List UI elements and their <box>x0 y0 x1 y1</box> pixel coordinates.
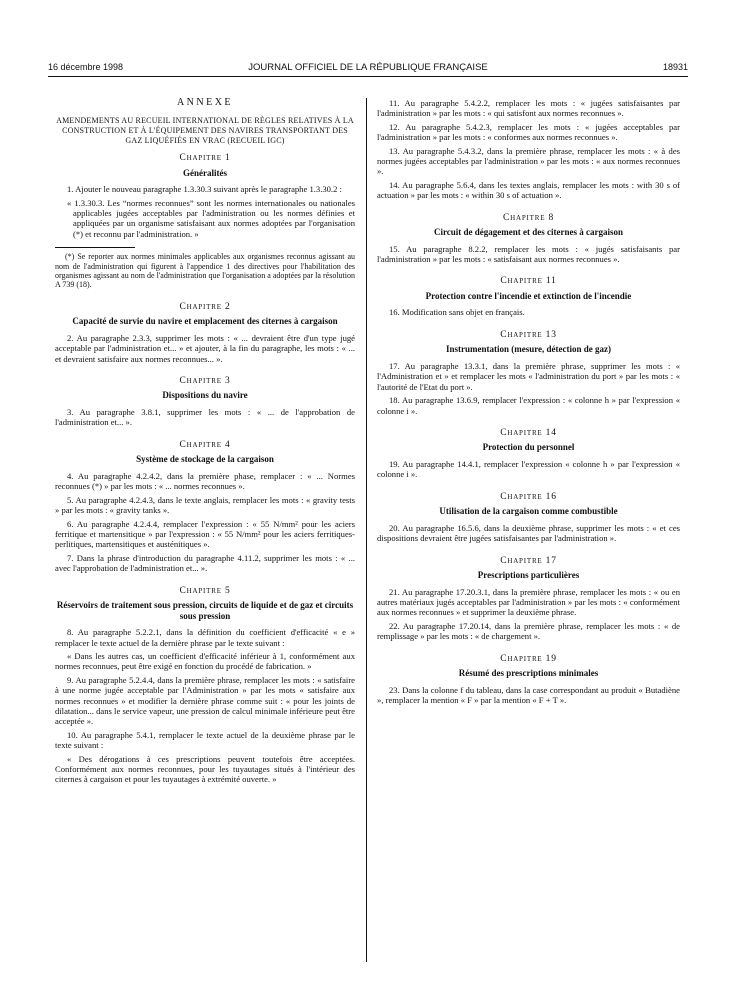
chapter-4-title: Système de stockage de la cargaison <box>136 454 274 465</box>
chapter-17-title: Prescriptions particulières <box>477 569 580 580</box>
column-divider <box>366 98 367 962</box>
paragraph-22: 22. Au paragraphe 17.20.14, dans la première phrase, remplacer les mots : « de remplissage » par les mots : « de chargement ». <box>377 620 680 642</box>
chapter-11-label: Chapitre 11 <box>500 276 557 287</box>
chapter-2-label: Chapitre 2 <box>179 301 231 312</box>
chapter-16-label: Chapitre 16 <box>500 491 557 502</box>
chapter-1-label: Chapitre 1 <box>179 153 231 164</box>
paragraph-5: 5. Au paragraphe 4.2.4.3, dans le texte anglais, remplacer les mots : « gravity tests » par les mots : « gravity tanks ». <box>55 494 355 516</box>
right-column <box>377 98 680 708</box>
paragraph-21: 21. Au paragraphe 17.20.3.1, dans la première phrase, remplacer les mots : « ou en autres matériaux jugés acceptables par l'administration » par les mots : « conformément aux normes reconnues » et supprimer la deuxième phrase. <box>377 586 680 618</box>
chapter-19-title: Résumé des prescriptions minimales <box>458 667 599 678</box>
chapter-1-title: Généralités <box>183 167 227 178</box>
chapter-8-title: Circuit de dégagement et des citernes à cargaison <box>433 227 624 238</box>
chapter-14-title: Protection du personnel <box>482 442 575 453</box>
paragraph-12: 12. Au paragraphe 5.4.2.3, remplacer les mots : « jugées acceptables par l'administration » par les mots : « conformes aux normes reconnues ». <box>377 121 680 143</box>
annexe-heading: ANNEXE <box>176 97 234 108</box>
paragraph-18: 18. Au paragraphe 13.6.9, remplacer l'expression : « colonne h » par l'expression « colonne i ». <box>377 395 680 416</box>
paragraph-15: 15. Au paragraphe 8.2.2, remplacer les mots : « jugés satisfaisants par l'administration » par les mots : « satisfaisant aux normes reconnues ». <box>377 243 680 265</box>
footnote: (*) Se reporter aux normes minimales applicables aux organismes reconnus agissant au nom de l'administration qui figurent à l'appendice 1 des directives pour l'habilitation des organismes agissant au nom de l'administration que l'organisation a adoptées par la résolution A 739 (18). <box>55 252 355 290</box>
chapter-11-title: Protection contre l'incendie et extinction de l'incendie <box>425 290 632 301</box>
paragraph-19: 19. Au paragraphe 14.4.1, remplacer l'expression « colonne h » par l'expression « colonne i ». <box>377 458 680 480</box>
chapter-16-title: Utilisation de la cargaison comme combustible <box>439 506 618 517</box>
paragraph-11: 11. Au paragraphe 5.4.2.2, remplacer les mots : « jugées satisfaisantes par l'administration » par les mots : « qui satisfont aux normes reconnues ». <box>377 98 680 119</box>
paragraph-8-quote: « Dans les autres cas, un coefficient d'efficacité inférieur à 1, conformément aux normes reconnues, peut être exigé en fonction du procédé de fabrication. » <box>55 650 355 672</box>
paragraph-14: 14. Au paragraphe 5.6.4, dans les textes anglais, remplacer les mots : with 30 s of actuation » par les mots : « within 30 s of actuation ». <box>377 179 680 201</box>
paragraph-10-quote: « Des dérogations à ces prescriptions peuvent toutefois être acceptées. Conformément aux normes reconnues, pour les tuyautages situés à l'intérieur des citernes à cargaison et pour les tuyautages à extrémité ouverte. » <box>55 753 355 785</box>
paragraph-23: 23. Dans la colonne f du tableau, dans la case correspondant au produit « Butadiène », remplacer la mention « F » par la mention « F + T ». <box>377 684 680 705</box>
amendments-title: AMENDEMENTS AU RECUEIL INTERNATIONAL DE RÈGLES RELATIVES À LA CONSTRUCTION ET À L'ÉQUIPEMENT DES NAVIRES TRANSPORTANT DES GAZ LIQUÉFIÉS EN VRAC (RECUEIL IGC) <box>56 116 354 145</box>
header-date: 16 décembre 1998 <box>48 62 124 72</box>
paragraph-6: 6. Au paragraphe 4.2.4.4, remplacer l'expression : « 55 N/mm² pour les aciers ferritique et martensitique » par l'expression : « 55 N/mm² pour les aciers ferritiques-perlitiques, martensitiques et austénitiques ». <box>55 518 355 550</box>
chapter-19-label: Chapitre 19 <box>500 653 557 664</box>
paragraph-17: 17. Au paragraphe 13.3.1, dans la première phrase, supprimer les mots : « l'Administration et » et remplacer les mots « l'administration du port » par les mots : « l'autorité de l'Etat du port ». <box>377 360 680 392</box>
paragraph-9: 9. Au paragraphe 5.2.4.4, dans la première phrase, remplacer les mots : « satisfaire à une norme jugée acceptable par l'Administration » par les mots « satisfaire aux normes reconnues » et modifier la dernière phrase comme suit : « pour les joints de dilatation... dans le service vapeur, une pression de calcul minimale inférieure peut être acceptée ». <box>55 674 355 727</box>
chapter-4-label: Chapitre 4 <box>179 439 231 450</box>
paragraph-8: 8. Au paragraphe 5.2.2.1, dans la définition du coefficient d'efficacité « e » remplacer le texte actuel de la dernière phrase par le texte suivant : <box>55 627 355 648</box>
header-page-number: 18931 <box>662 62 688 72</box>
paragraph-4: 4. Au paragraphe 4.2.4.2, dans la première phase, remplacer : « ... Normes reconnues (*) » par les mots : « ... normes reconnues ». <box>55 470 355 492</box>
header-rule <box>48 76 688 77</box>
chapter-14-label: Chapitre 14 <box>500 427 557 438</box>
paragraph-13: 13. Au paragraphe 5.4.3.2, dans la première phrase, remplacer les mots : « à des normes jugées acceptables par l'administration » par les mots : « aux normes reconnues ». <box>377 145 680 177</box>
page-header <box>48 62 688 76</box>
chapter-8-label: Chapitre 8 <box>502 212 555 223</box>
paragraph-1: 1. Ajouter le nouveau paragraphe 1.3.30.3 suivant après le paragraphe 1.3.30.2 : <box>67 184 342 195</box>
paragraph-1-quote: « 1.3.30.3. Les “normes reconnues” sont les normes internationales ou nationales applicables jugées acceptables par l'administration ou les normes définies et appliquées par un organisme satisfaisant aux normes adoptées par l'organisation (*) et reconnu par l'administration. » <box>67 197 355 239</box>
footnote-rule <box>55 247 135 248</box>
paragraph-10: 10. Au paragraphe 5.4.1, remplacer le texte actuel de la deuxième phrase par le texte suivant : <box>55 729 355 751</box>
chapter-2-title: Capacité de survie du navire et emplacement des citernes à cargaison <box>72 316 338 327</box>
paragraph-7: 7. Dans la phrase d'introduction du paragraphe 4.11.2, supprimer les mots : « ... avec l'approbation de l'administration et... ». <box>55 552 355 574</box>
paragraph-3: 3. Au paragraphe 3.8.1, supprimer les mots : « ... de l'approbation de l'administration et... ». <box>55 407 355 428</box>
paragraph-2: 2. Au paragraphe 2.3.3, supprimer les mots : « ... devraient être d'un type jugé acceptable par l'administration et... » et ajouter, à la fin du paragraphe, les mots : « ... et devraient satisfaire aux normes reconnues... ». <box>55 332 355 364</box>
chapter-17-label: Chapitre 17 <box>500 555 557 566</box>
chapter-13-title: Instrumentation (mesure, détection de gaz) <box>445 344 612 355</box>
chapter-5-label: Chapitre 5 <box>179 585 231 596</box>
header-journal-title: JOURNAL OFFICIEL DE LA RÉPUBLIQUE FRANÇAISE <box>248 62 488 73</box>
chapter-5-title: Réservoirs de traitement sous pression, circuits de liquide et de gaz et circuits sous pression <box>56 599 354 621</box>
chapter-13-label: Chapitre 13 <box>500 329 557 340</box>
paragraph-20: 20. Au paragraphe 16.5.6, dans la deuxième phrase, supprimer les mots : « et ces dispositions devraient être jugées satisfaisantes par l'administration ». <box>377 522 680 544</box>
left-column <box>55 98 355 788</box>
chapter-3-label: Chapitre 3 <box>179 376 231 387</box>
chapter-3-title: Dispositions du navire <box>162 390 248 401</box>
paragraph-16: 16. Modification sans objet en français. <box>389 307 525 318</box>
